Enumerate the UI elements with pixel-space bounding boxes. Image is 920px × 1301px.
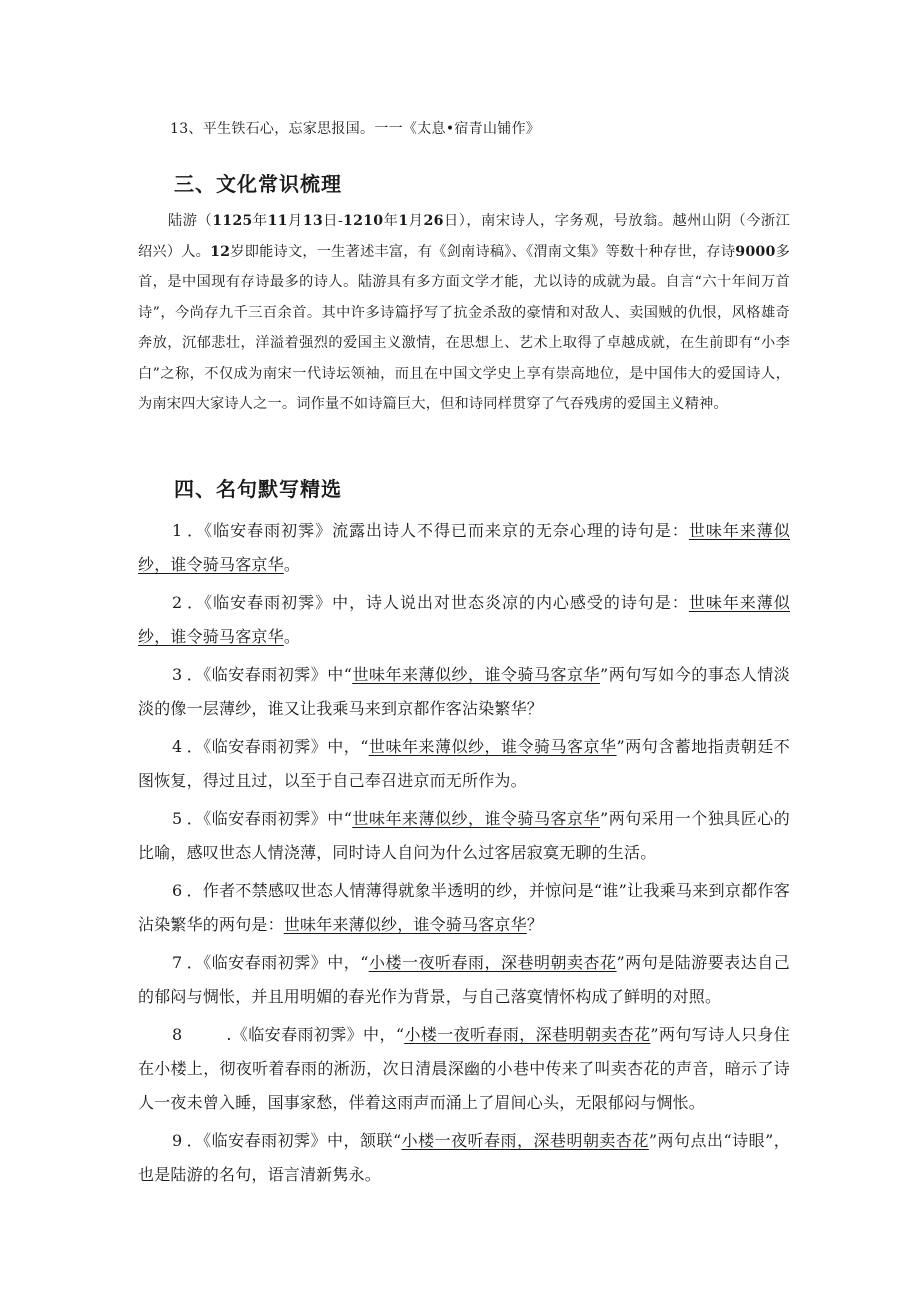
item-tail: 。 <box>283 555 301 574</box>
bio-text: 多首，是中国现有存诗最多的诗人。陆游具有多方面文学才能，尤以诗的成就为最。自言“六十年间万首诗”，今尚存九千三百余首。其中许多诗篇抒写了抗金杀敌的豪情和对敌人、卖国贼的仇恨，风格雄奇奔放，沉郁悲壮，洋溢着强烈的爱国主义激情，在思想上、艺术上取得了卓越成就，在生前即有“小李白”之称，不仅成为南宋一代诗坛领袖，而且在中国文学史上享有崇高地位，是中国伟大的爱国诗人，为南宋四大家诗人之一。词作量不如诗篇巨大，但和诗同样贯穿了气吞残虏的爱国主义精神。 <box>138 243 790 412</box>
item-tail: ”两句点出“诗眼”，也是陆游的名句，语言清新隽永。 <box>138 1131 790 1184</box>
item-number: 1 <box>172 521 183 540</box>
bio-number: 1125 <box>212 213 253 229</box>
item-answer: 世味年来薄似纱，谁令骑马客京华 <box>138 593 790 646</box>
item-tail: ？ <box>526 915 544 934</box>
quote-items-list <box>138 514 790 1196</box>
item-number: 6 <box>172 881 183 900</box>
bio-text: 月 <box>408 213 424 229</box>
item-prompt: ．《临安春雨初霁》中，诗人说出对世态炎凉的内心感受的诗句是： <box>186 593 689 612</box>
item-prompt: ．《临安春雨初霁》流露出诗人不得已而来京的无奈心理的诗句是： <box>186 521 689 540</box>
list-item <box>138 514 790 582</box>
item-answer: 小楼一夜听春雨，深巷明朝卖杏花 <box>404 1025 651 1044</box>
item-number: 9 <box>172 1131 183 1150</box>
list-item <box>138 658 790 726</box>
item-tail: ”两句含蓄地指责朝廷不图恢复，得过且过，以至于自己奉召进京而无所作为。 <box>138 737 790 790</box>
item-number: 3 <box>172 665 183 684</box>
item-answer: 世味年来薄似纱，谁令骑马客京华 <box>352 809 601 828</box>
bio-text: 年 <box>252 213 268 229</box>
item-prompt: .《临安春雨初霁》中，“ <box>226 1025 405 1044</box>
item-answer: 世味年来薄似纱，谁令骑马客京华 <box>368 737 617 756</box>
lu-you-biography <box>138 206 790 420</box>
item-number: 7 <box>172 953 183 972</box>
item-tail: ”两句是陆游要表达自己的郁闷与惆怅，并且用明媚的春光作为背景，与自己落寞情怀构成了鲜明的对照。 <box>138 953 790 1006</box>
list-item <box>138 946 790 1014</box>
item-answer: 世味年来薄似纱，谁令骑马客京华 <box>352 665 601 684</box>
item-answer: 小楼一夜听春雨，深巷明朝卖杏花 <box>401 1131 649 1150</box>
item-answer: 世味年来薄似纱，谁令骑马客京华 <box>283 915 527 934</box>
item-number: 2 <box>172 593 183 612</box>
item-answer: 世味年来薄似纱，谁令骑马客京华 <box>138 521 790 574</box>
item-number: 5 <box>172 809 183 828</box>
item-number: 4 <box>172 737 183 756</box>
bio-number: 1 <box>398 213 409 229</box>
section-4-heading: 四、名句默写精选 <box>174 477 342 501</box>
item-prompt: ．作者不禁感叹世态人情薄得就象半透明的纱，并惊问是“谁”让我乘马来到京都作客沾染繁华的两句是： <box>138 881 790 934</box>
bio-text: 陆游（ <box>168 213 213 229</box>
bio-number: 1210 <box>343 213 384 229</box>
list-item <box>138 1018 790 1120</box>
bio-number: 11 <box>267 213 288 229</box>
bio-number: 13 <box>302 213 323 229</box>
bio-number: 12 <box>210 243 231 260</box>
list-item <box>138 874 790 942</box>
item-tail: ”两句写如今的事态人情淡淡的像一层薄纱，谁又让我乘马来到京都作客沾染繁华？ <box>138 665 790 718</box>
item-tail: 。 <box>283 627 301 646</box>
item-tail: ”两句写诗人只身住在小楼上，彻夜听着春雨的淅沥，次日清晨深幽的小巷中传来了叫卖杏花的声音，暗示了诗人一夜未曾入睡，国事家愁，伴着这雨声而涌上了眉间心头，无限郁闷与惆怅。 <box>138 1025 790 1112</box>
bio-text: 岁即能诗文，一生著述丰富，有《剑南诗稿》、《渭南文集》等数十种存世，存诗 <box>230 243 736 260</box>
item-prompt: ．《临安春雨初霁》中，颔联“ <box>186 1131 402 1150</box>
item-prompt: ．《临安春雨初霁》中，“ <box>186 737 369 756</box>
list-item <box>138 1124 790 1192</box>
item-prompt: ．《临安春雨初霁》中“ <box>186 665 353 684</box>
item-prompt: ．《临安春雨初霁》中，“ <box>186 953 369 972</box>
item-prompt: ．《临安春雨初霁》中“ <box>186 809 353 828</box>
bio-text: 月 <box>287 213 303 229</box>
bio-text: 日），南宋诗人，字务观，号放翁。越州山阴（今浙江绍兴）人。 <box>138 213 791 260</box>
item-answer: 小楼一夜听春雨，深巷明朝卖杏花 <box>368 953 617 972</box>
quote-line-13: 13、平生铁石心，忘家思报国。一一《太息•宿青山铺作》 <box>170 121 541 137</box>
bio-number: 26 <box>423 213 444 229</box>
bio-text: 日- <box>322 213 344 229</box>
bio-number: 9000 <box>735 243 776 260</box>
list-item <box>138 730 790 798</box>
section-3-heading: 三、文化常识梳理 <box>174 172 342 196</box>
list-item <box>138 586 790 654</box>
list-item <box>138 802 790 870</box>
item-number: 8 <box>172 1025 183 1044</box>
bio-text: 年 <box>383 213 399 229</box>
item-tail: ”两句采用一个独具匠心的比喻，感叹世态人情浇薄，同时诗人自问为什么过客居寂寞无聊的生活。 <box>138 809 790 862</box>
